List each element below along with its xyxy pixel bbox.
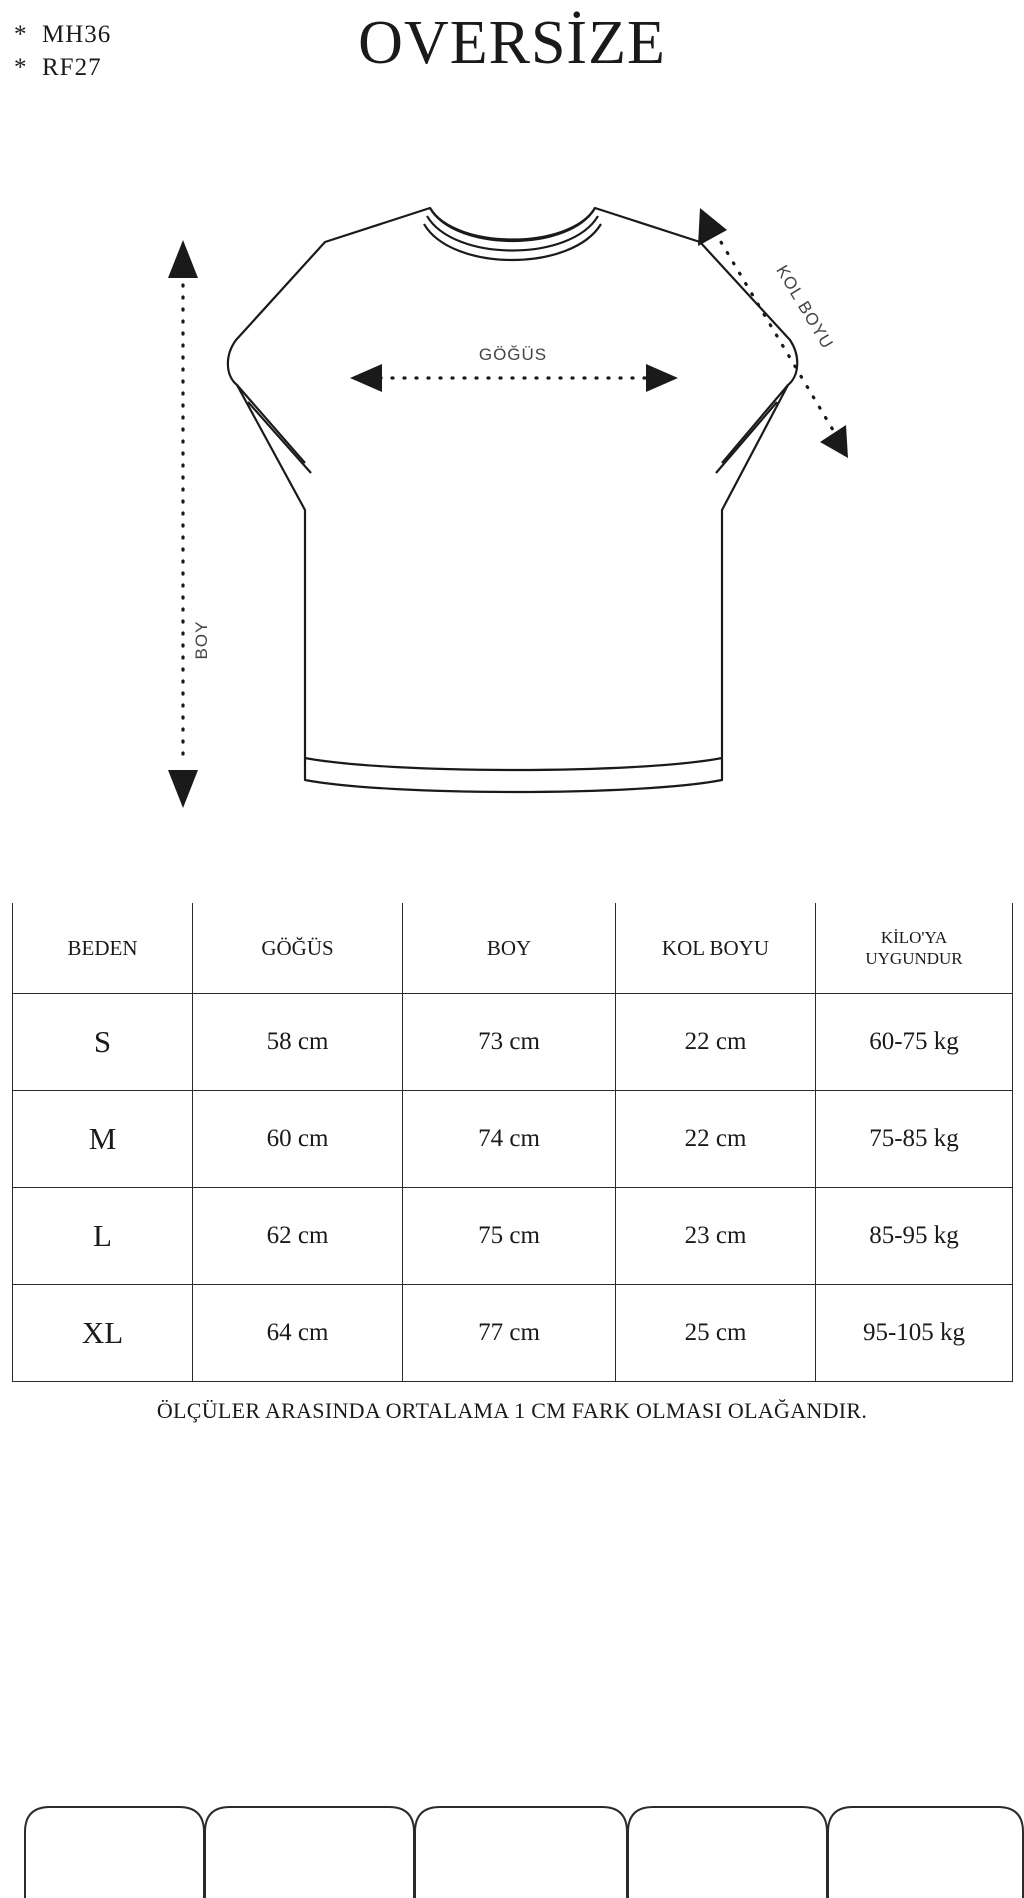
header-kilo <box>816 903 1013 994</box>
page-title: OVERSİZE <box>358 9 666 77</box>
cell-sleeve: 22 cm <box>616 1091 816 1188</box>
cell-chest: 60 cm <box>193 1091 403 1188</box>
cell-size: S <box>13 994 193 1091</box>
header-kilo-line1: KİLO'YA <box>880 927 948 947</box>
table-row <box>13 1188 1013 1285</box>
cell-length: 75 cm <box>403 1188 616 1285</box>
cell-weight: 60-75 kg <box>816 994 1013 1091</box>
table-header-caps <box>24 1806 1024 1898</box>
header-kol-boyu: KOL BOYU <box>616 903 816 994</box>
sleeve-label: KOL BOYU <box>772 261 838 353</box>
cell-sleeve: 23 cm <box>616 1188 816 1285</box>
cell-size: L <box>13 1188 193 1285</box>
cell-sleeve: 22 cm <box>616 994 816 1091</box>
table-row <box>13 994 1013 1091</box>
product-code-1: * MH36 <box>14 21 112 48</box>
cell-size: XL <box>13 1285 193 1382</box>
size-table <box>12 903 1013 1382</box>
cell-weight: 85-95 kg <box>816 1188 1013 1285</box>
header-boy: BOY <box>403 903 616 994</box>
tshirt-outline <box>228 208 797 792</box>
header-beden: BEDEN <box>13 903 193 994</box>
cell-chest: 58 cm <box>193 994 403 1091</box>
chest-label: GÖĞÜS <box>478 345 548 364</box>
footnote: ÖLÇÜLER ARASINDA ORTALAMA 1 CM FARK OLMASI OLAĞANDIR. <box>156 1398 868 1423</box>
length-measure-arrow <box>168 240 198 808</box>
size-table-container <box>12 903 1012 1382</box>
table-header-row <box>13 903 1013 994</box>
cell-length: 73 cm <box>403 994 616 1091</box>
length-label: BOY <box>192 620 211 660</box>
cell-sleeve: 25 cm <box>616 1285 816 1382</box>
tshirt-measurement-diagram <box>0 180 1024 880</box>
table-row <box>13 1091 1013 1188</box>
cell-weight: 95-105 kg <box>816 1285 1013 1382</box>
cell-length: 74 cm <box>403 1091 616 1188</box>
cell-chest: 62 cm <box>193 1188 403 1285</box>
chest-measure-arrow <box>350 364 678 392</box>
cell-chest: 64 cm <box>193 1285 403 1382</box>
cell-size: M <box>13 1091 193 1188</box>
product-code-2: * RF27 <box>14 54 102 81</box>
cell-length: 77 cm <box>403 1285 616 1382</box>
header-gogus: GÖĞÜS <box>193 903 403 994</box>
table-row <box>13 1285 1013 1382</box>
cell-weight: 75-85 kg <box>816 1091 1013 1188</box>
header-kilo-line2: UYGUNDUR <box>865 949 963 968</box>
